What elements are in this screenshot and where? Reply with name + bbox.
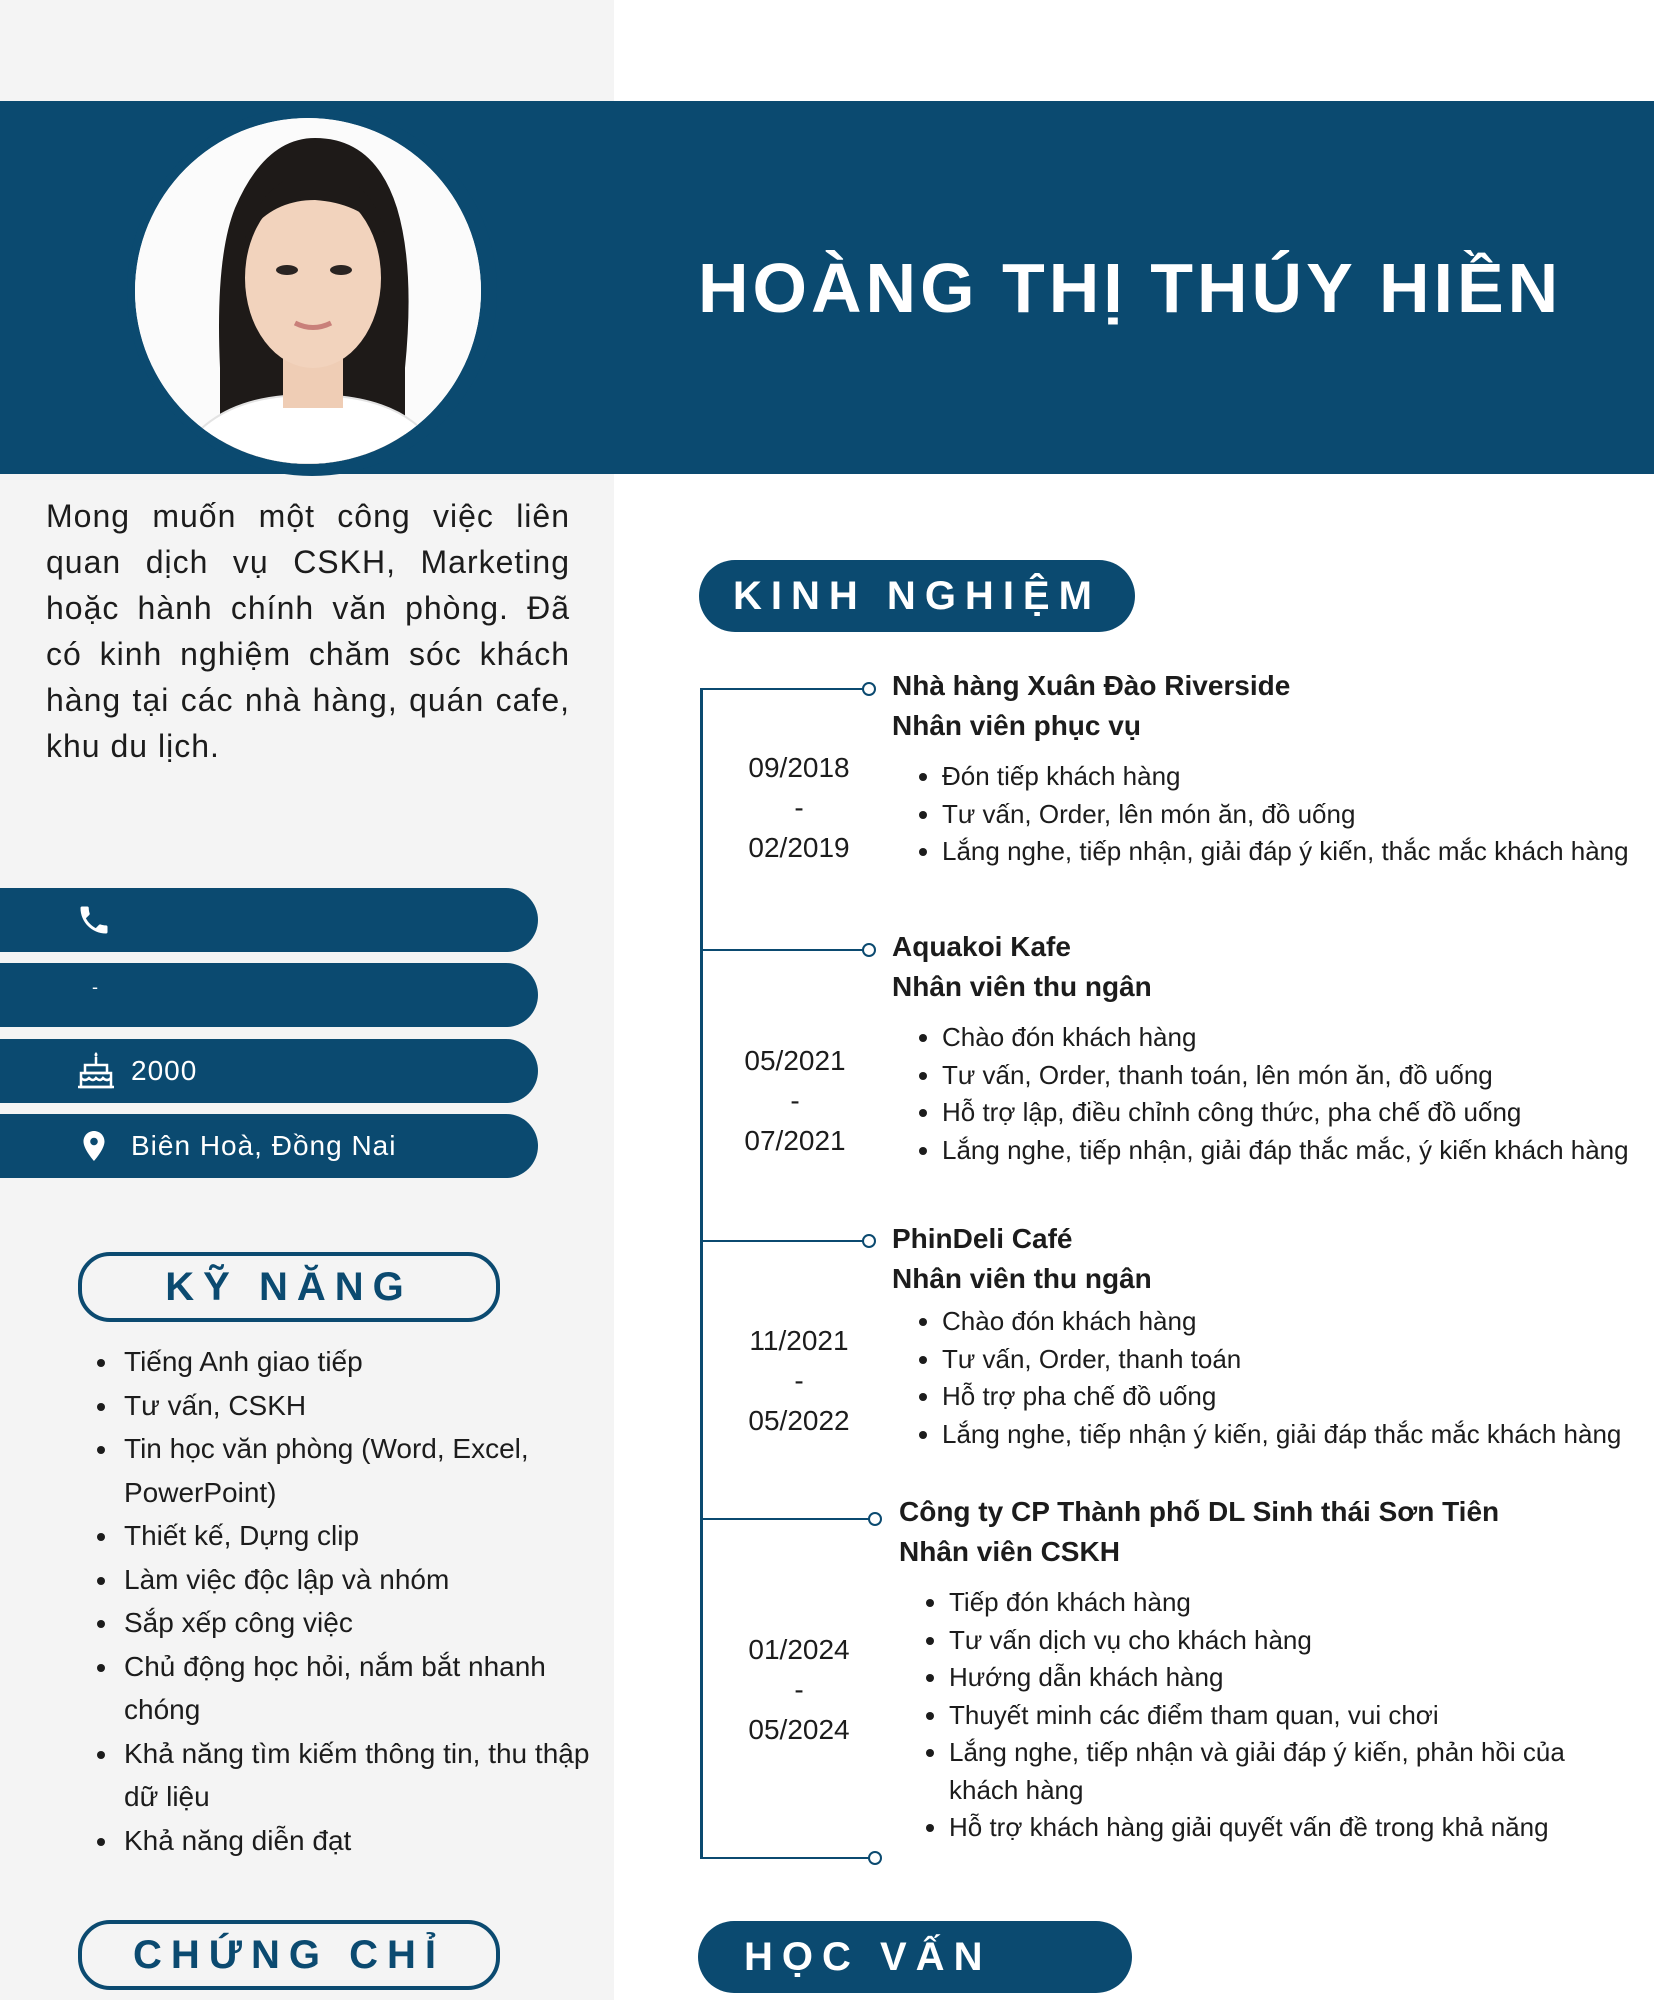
list-item: • Làm việc độc lập và nhóm (120, 1558, 620, 1602)
list-item: • Tư vấn, Order, lên món ăn, đồ uống (942, 796, 1632, 834)
list-item: • Tiếp đón khách hàng (949, 1584, 1639, 1622)
contact-birth-year (0, 1039, 538, 1103)
date-separator: - (794, 792, 804, 823)
timeline-node (862, 682, 876, 696)
timeline-node (862, 1234, 876, 1248)
timeline-branch (700, 1857, 872, 1859)
candidate-name: HOÀNG THỊ THÚY HIỀN (698, 248, 1563, 327)
job-title: Nhân viên phục vụ (892, 710, 1141, 741)
timeline-node (868, 1851, 882, 1865)
end-date: 05/2022 (748, 1405, 850, 1436)
company-name: Aquakoi Kafe (892, 931, 1071, 962)
list-item: • Hỗ trợ pha chế đồ uống (942, 1378, 1632, 1416)
avatar (135, 118, 481, 464)
job-entry (892, 1219, 1632, 1453)
list-item: • Chào đón khách hàng (942, 1019, 1632, 1057)
location-pin-icon (76, 1128, 112, 1164)
skills-list (74, 1340, 620, 1862)
list-item: • Chào đón khách hàng (942, 1303, 1632, 1341)
career-objective: Mong muốn một công việc liên quan dịch vụ CSKH, Marketing hoặc hành chính văn phòng. Đã có kinh nghiệm chăm sóc khách hàng tại các nhà hàng, quán cafe, khu du lịch. (46, 498, 570, 764)
list-item: • Tư vấn dịch vụ cho khách hàng (949, 1622, 1639, 1660)
timeline-branch (700, 949, 866, 951)
birth-year: 2000 (131, 1055, 198, 1086)
task-list (892, 1303, 1632, 1453)
skills-heading: KỸ NĂNG (78, 1252, 500, 1322)
job-entry (892, 927, 1632, 1169)
task-list (892, 1019, 1632, 1169)
start-date: 11/2021 (749, 1325, 849, 1356)
list-item: • Hướng dẫn khách hàng (949, 1659, 1639, 1697)
company-name: Công ty CP Thành phố DL Sinh thái Sơn Tiên (899, 1496, 1500, 1527)
list-item: • Tiếng Anh giao tiếp (120, 1340, 620, 1384)
list-item: • Hỗ trợ lập, điều chỉnh công thức, pha chế đồ uống (942, 1094, 1632, 1132)
list-item: • Tin học văn phòng (Word, Excel, PowerPoint) (120, 1427, 620, 1514)
task-list (892, 758, 1632, 871)
header-banner (614, 101, 1654, 474)
list-item: • Hỗ trợ khách hàng giải quyết vấn đề trong khả năng (949, 1809, 1639, 1847)
list-item: • Lắng nghe, tiếp nhận ý kiến, giải đáp thắc mắc khách hàng (942, 1416, 1632, 1454)
contact-phone (0, 888, 538, 952)
list-item: • Tư vấn, Order, thanh toán, lên món ăn, đồ uống (942, 1057, 1632, 1095)
list-item: • Đón tiếp khách hàng (942, 758, 1632, 796)
contact-email (0, 963, 538, 1027)
timeline-node (862, 943, 876, 957)
date-separator: - (794, 1674, 804, 1705)
list-item: • Chủ động học hỏi, nắm bắt nhanh chóng (120, 1645, 620, 1732)
birthday-cake-icon (74, 1051, 118, 1091)
list-item: • Lắng nghe, tiếp nhận, giải đáp ý kiến, thắc mắc khách hàng (942, 833, 1632, 871)
timeline-branch (700, 688, 866, 690)
start-date: 01/2024 (748, 1634, 850, 1665)
timeline-line (700, 688, 703, 1858)
start-date: 05/2021 (744, 1045, 846, 1076)
end-date: 07/2021 (744, 1125, 846, 1156)
end-date: 05/2024 (748, 1714, 850, 1745)
job-dates (724, 1630, 874, 1750)
education-heading: HỌC VẤN (698, 1921, 1132, 1993)
email-address: - (92, 977, 99, 997)
timeline-node (868, 1512, 882, 1526)
experience-heading: KINH NGHIỆM (699, 560, 1135, 632)
list-item: • Lắng nghe, tiếp nhận và giải đáp ý kiến, phản hồi của khách hàng (949, 1734, 1639, 1809)
job-title: Nhân viên thu ngân (892, 1263, 1152, 1294)
company-name: PhinDeli Café (892, 1223, 1073, 1254)
timeline-branch (700, 1240, 866, 1242)
job-entry (892, 666, 1632, 871)
timeline-branch (700, 1518, 872, 1520)
list-item: • Khả năng diễn đạt (120, 1819, 620, 1863)
contact-address (0, 1114, 538, 1178)
job-dates (720, 1041, 870, 1161)
list-item: • Thiết kế, Dựng clip (120, 1514, 620, 1558)
end-date: 02/2019 (748, 832, 850, 863)
phone-icon (76, 902, 112, 938)
job-dates (724, 1321, 874, 1441)
job-entry (899, 1492, 1639, 1847)
job-dates (724, 748, 874, 868)
list-item: • Tư vấn, CSKH (120, 1384, 620, 1428)
date-separator: - (790, 1085, 800, 1116)
job-title: Nhân viên CSKH (899, 1536, 1120, 1567)
date-separator: - (794, 1365, 804, 1396)
company-name: Nhà hàng Xuân Đào Riverside (892, 670, 1291, 701)
list-item: • Khả năng tìm kiếm thông tin, thu thập dữ liệu (120, 1732, 620, 1819)
list-item: • Lắng nghe, tiếp nhận, giải đáp thắc mắc, ý kiến khách hàng (942, 1132, 1632, 1170)
list-item: • Thuyết minh các điểm tham quan, vui chơi (949, 1697, 1639, 1735)
list-item: • Tư vấn, Order, thanh toán (942, 1341, 1632, 1379)
address: Biên Hoà, Đồng Nai (131, 1130, 397, 1161)
portrait-photo-icon (135, 118, 481, 464)
job-title: Nhân viên thu ngân (892, 971, 1152, 1002)
task-list (899, 1584, 1639, 1847)
certificates-heading: CHỨNG CHỈ (78, 1920, 500, 1990)
start-date: 09/2018 (748, 752, 850, 783)
list-item: • Sắp xếp công việc (120, 1601, 620, 1645)
